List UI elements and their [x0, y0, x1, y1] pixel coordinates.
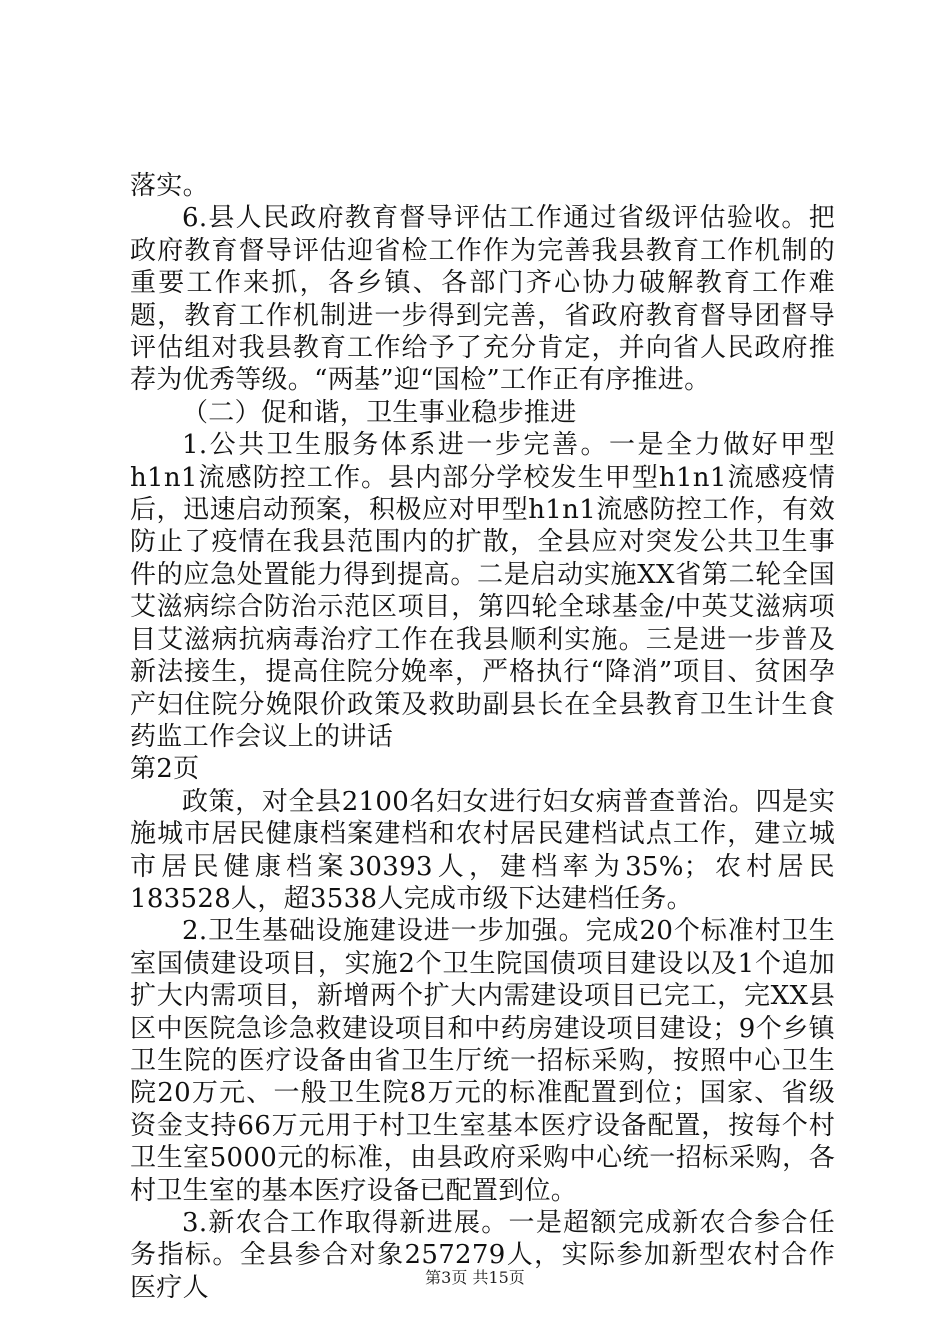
paragraph-continuation: 落实。	[130, 171, 209, 201]
paragraph-education-supervision: 6.县人民政府教育督导评估工作通过省级评估验收。把政府教育督导评估迎省检工作作为完善我县教育工作机制的重要工作来抓，各乡镇、各部门齐心协力破解教育工作难题，教育工作机制进一步得到完善，省政府教育督导团督导评估组对我县教育工作给予了充分肯定，并向省人民政府推荐为优秀等级。“两基”迎“国检”工作正有序推进。	[130, 203, 835, 396]
paragraph-health-infrastructure: 2.卫生基础设施建设进一步加强。完成20个标准村卫生室国债建设项目，实施2个卫生院国债项目建设以及1个追加扩大内需项目，新增两个扩大内需建设项目已完工，完XX县区中医院急诊急救建设项目和中药房建设项目建设；9个乡镇卫生院的医疗设备由省卫生厅统一招标采购，按照中心卫生院20万元、一般卫生院8万元的标准配置到位；国家、省级资金支持66万元用于村卫生室基本医疗设备配置，按每个村卫生室5000元的标准，由县政府采购中心统一招标采购，各村卫生室的基本医疗设备已配置到位。	[130, 916, 835, 1206]
paragraph-health-records: 政策，对全县2100名妇女进行妇女病普查普治。四是实施城市居民健康档案建档和农村居民建档试点工作，建立城市居民健康档案30393人，建档率为35%；农村居民183528人，超3538人完成市级下达建档任务。	[130, 786, 835, 914]
page-footer	[0, 1268, 950, 1288]
section-heading-health: （二）促和谐，卫生事业稳步推进	[182, 397, 577, 428]
page-number: 第3页 共15页	[425, 1268, 525, 1287]
document-body	[130, 170, 835, 1304]
inline-page-marker: 第2页	[130, 754, 200, 785]
paragraph-public-health: 1.公共卫生服务体系进一步完善。一是全力做好甲型h1n1流感防控工作。县内部分学校发生甲型h1n1流感疫情后，迅速启动预案，积极应对甲型h1n1流感防控工作，有效防止了疫情在我县范围内的扩散，全县应对突发公共卫生事件的应急处置能力得到提高。二是启动实施XX省第二轮全国艾滋病综合防治示范区项目，第四轮全球基金/中英艾滋病项目艾滋病抗病毒治疗工作在我县顺利实施。三是进一步普及新法接生，提高住院分娩率，严格执行“降消”项目、贫困孕产妇住院分娩限价政策及救助副县长在全县教育卫生计生食药监工作会议上的讲话	[130, 430, 835, 752]
paragraph-rural-cooperative-medical: 3.新农合工作取得新进展。一是超额完成新农合参合任务指标。全县参合对象257279人，实际参加新型农村合作医疗人	[130, 1208, 835, 1303]
